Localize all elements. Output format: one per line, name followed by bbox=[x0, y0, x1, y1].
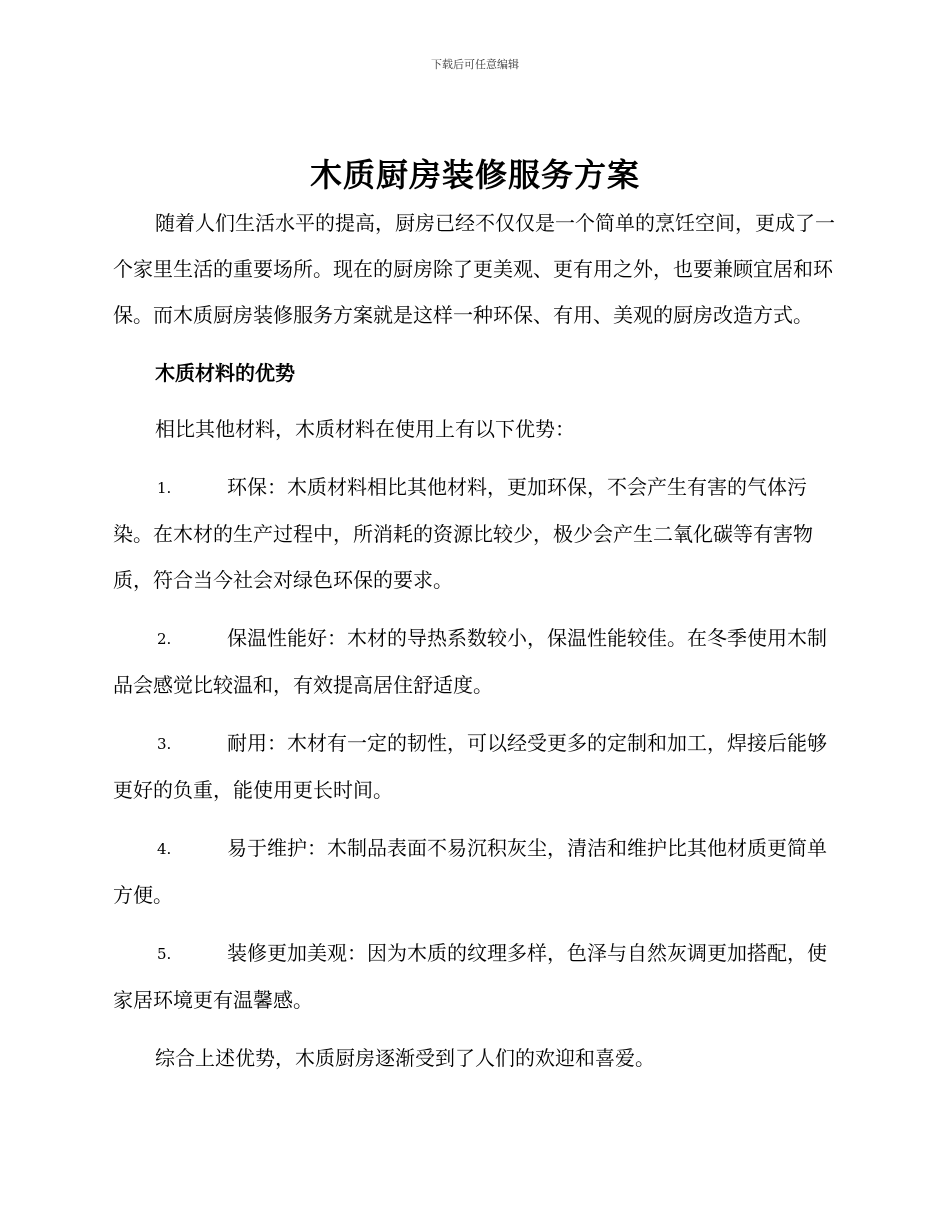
intro-paragraph: 随着人们生活水平的提高，厨房已经不仅仅是一个简单的烹饪空间，更成了一个家里生活的重要场所。现在的厨房除了更美观、更有用之外，也要兼顾宜居和环保。而木质厨房装修服务方案就是这样一种环保、有用、美观的厨房改造方式。 bbox=[113, 211, 835, 327]
list-item-text: 环保：木质材料相比其他材料，更加环保，不会产生有害的气体污染。在木材的生产过程中，所消耗的资源比较少，极少会产生二氧化碳等有害物质，符合当今社会对绿色环保的要求。 bbox=[113, 475, 813, 592]
section-heading: 木质材料的优势 bbox=[155, 361, 295, 385]
list-item-number: 1. bbox=[157, 479, 172, 497]
list-item bbox=[113, 615, 835, 708]
list-item bbox=[113, 720, 835, 813]
list-item-text: 易于维护：木制品表面不易沉积灰尘，清洁和维护比其他材质更简单方便。 bbox=[113, 836, 827, 907]
list-item-number: 2. bbox=[157, 630, 172, 648]
list-item bbox=[113, 825, 835, 918]
list-item bbox=[113, 930, 835, 1023]
list-item-text: 保温性能好：木材的导热系数较小，保温性能较佳。在冬季使用木制品会感觉比较温和，有效提高居住舒适度。 bbox=[113, 626, 827, 697]
list-item bbox=[113, 464, 835, 603]
list-item-text: 耐用：木材有一定的韧性，可以经受更多的定制和加工，焊接后能够更好的负重，能使用更长时间。 bbox=[113, 731, 827, 802]
list-item-number: 4. bbox=[157, 840, 172, 858]
list-item-number: 3. bbox=[157, 735, 172, 753]
list-item-number: 5. bbox=[157, 945, 172, 963]
list-item-text: 装修更加美观：因为木质的纹理多样，色泽与自然灰调更加搭配，使家居环境更有温馨感。 bbox=[113, 941, 827, 1012]
document-title: 木质厨房装修服务方案 bbox=[309, 156, 640, 194]
page-header-note: 下载后可任意编辑 bbox=[431, 58, 519, 71]
section-lead: 相比其他材料，木质材料在使用上有以下优势： bbox=[155, 417, 575, 441]
document-body bbox=[113, 200, 835, 1081]
summary-paragraph: 综合上述优势，木质厨房逐渐受到了人们的欢迎和喜爱。 bbox=[155, 1046, 655, 1070]
